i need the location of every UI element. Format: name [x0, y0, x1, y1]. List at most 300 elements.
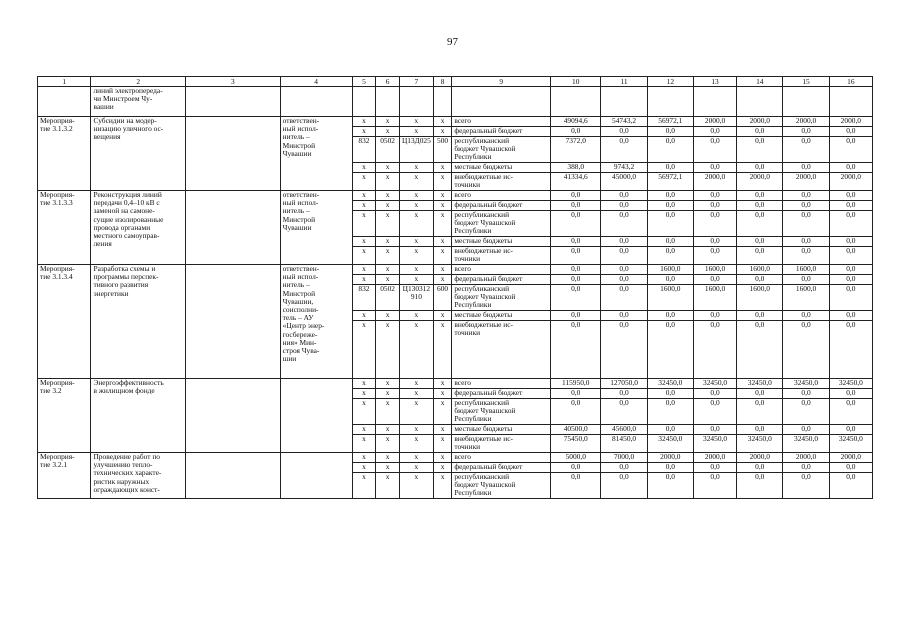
table-cell [186, 117, 281, 191]
budget-code: x [399, 191, 433, 201]
column-number: 8 [433, 77, 452, 87]
column-number: 5 [352, 77, 376, 87]
funding-value: 0,0 [737, 425, 783, 435]
column-number: 14 [737, 77, 783, 87]
funding-value: 32450,0 [783, 435, 829, 453]
funding-value: 0,0 [601, 473, 647, 499]
funding-source: внебюджетные ис- точники [452, 173, 551, 191]
funding-value: 0,0 [647, 237, 693, 247]
budget-code: 600 [433, 285, 452, 311]
funding-value: 0,0 [601, 321, 647, 379]
funding-value: 0,0 [783, 311, 829, 321]
budget-code: 500 [433, 137, 452, 163]
funding-source: республиканский бюджет Чувашской Республики [452, 399, 551, 425]
funding-value: 49094,6 [551, 117, 601, 127]
funding-value: 0,0 [737, 163, 783, 173]
funding-value: 0,0 [783, 463, 829, 473]
funding-value: 0,0 [647, 311, 693, 321]
budget-code: x [376, 425, 400, 435]
funding-value: 0,0 [737, 127, 783, 137]
budget-code: x [352, 473, 376, 499]
budget-code: x [399, 463, 433, 473]
budget-code: x [376, 435, 400, 453]
budget-code: x [376, 275, 400, 285]
column-number: 12 [647, 77, 693, 87]
budget-code: x [352, 163, 376, 173]
funding-value: 0,0 [829, 237, 872, 247]
funding-value: 0,0 [601, 311, 647, 321]
responsible-executor [280, 379, 352, 453]
funding-value: 9743,2 [601, 163, 647, 173]
funding-value: 32450,0 [647, 379, 693, 389]
funding-value: 7000,0 [601, 453, 647, 463]
funding-value: 0,0 [601, 127, 647, 137]
funding-source: внебюджетные ис- точники [452, 247, 551, 265]
column-number: 10 [551, 77, 601, 87]
funding-value: 0,0 [693, 311, 736, 321]
budget-code: x [399, 453, 433, 463]
funding-value: 1600,0 [737, 265, 783, 275]
funding-value: 0,0 [829, 463, 872, 473]
table-cell [352, 87, 376, 117]
budget-code: x [352, 463, 376, 473]
measure-name: Субсидии на модер- низацию уличного ос- вещения [91, 117, 186, 191]
funding-value: 41334,6 [551, 173, 601, 191]
funding-value: 0,0 [551, 321, 601, 379]
funding-value: 0,0 [551, 399, 601, 425]
funding-value: 0,0 [551, 473, 601, 499]
budget-code: x [352, 379, 376, 389]
funding-value: 0,0 [693, 321, 736, 379]
table-row [38, 379, 873, 389]
funding-value: 1600,0 [647, 265, 693, 275]
funding-value: 0,0 [601, 237, 647, 247]
budget-code: 0502 [376, 285, 400, 311]
funding-value: 0,0 [647, 321, 693, 379]
funding-value: 0,0 [829, 321, 872, 379]
budget-code: x [376, 463, 400, 473]
budget-code: x [376, 201, 400, 211]
budget-code: x [352, 453, 376, 463]
funding-value: 0,0 [647, 137, 693, 163]
budget-code: x [433, 389, 452, 399]
budget-code: x [352, 201, 376, 211]
funding-value: 2000,0 [737, 173, 783, 191]
budget-code: x [433, 163, 452, 173]
budget-code: x [352, 311, 376, 321]
funding-value: 0,0 [693, 463, 736, 473]
budget-code: x [433, 463, 452, 473]
funding-source: всего [452, 379, 551, 389]
funding-value: 0,0 [737, 321, 783, 379]
table-row [38, 453, 873, 463]
funding-value: 0,0 [829, 247, 872, 265]
funding-value: 0,0 [551, 211, 601, 237]
funding-value: 0,0 [601, 201, 647, 211]
budget-code: x [399, 211, 433, 237]
table-cell [647, 87, 693, 117]
budget-code: x [352, 389, 376, 399]
continuation-row [38, 87, 873, 117]
column-number: 6 [376, 77, 400, 87]
table-cell [693, 87, 736, 117]
budget-code: x [352, 425, 376, 435]
funding-value: 0,0 [647, 425, 693, 435]
funding-value: 0,0 [783, 425, 829, 435]
budget-code: x [399, 163, 433, 173]
funding-value: 2000,0 [783, 173, 829, 191]
funding-value: 0,0 [601, 463, 647, 473]
funding-source: федеральный бюджет [452, 275, 551, 285]
funding-value: 0,0 [693, 201, 736, 211]
funding-value: 45000,0 [601, 173, 647, 191]
budget-code: x [376, 311, 400, 321]
funding-value: 0,0 [829, 211, 872, 237]
funding-value: 1600,0 [693, 285, 736, 311]
table-row [38, 117, 873, 127]
funding-value: 0,0 [783, 473, 829, 499]
funding-value: 0,0 [647, 463, 693, 473]
funding-value: 0,0 [601, 265, 647, 275]
funding-value: 0,0 [783, 237, 829, 247]
funding-value: 32450,0 [829, 435, 872, 453]
funding-value: 0,0 [693, 237, 736, 247]
responsible-executor: ответствен- ный испол- нитель – Минстрой Чувашии [280, 117, 352, 191]
funding-value: 0,0 [551, 463, 601, 473]
funding-value: 0,0 [737, 473, 783, 499]
funding-value: 0,0 [551, 127, 601, 137]
funding-value: 1600,0 [693, 265, 736, 275]
budget-code: x [376, 173, 400, 191]
table-cell [186, 453, 281, 499]
funding-value: 45600,0 [601, 425, 647, 435]
column-number: 2 [91, 77, 186, 87]
funding-source: федеральный бюджет [452, 463, 551, 473]
budget-code: x [376, 379, 400, 389]
funding-value: 0,0 [551, 201, 601, 211]
budget-code: Ц13Д025 [399, 137, 433, 163]
budget-code: x [352, 237, 376, 247]
funding-value: 5000,0 [551, 453, 601, 463]
funding-value: 0,0 [693, 425, 736, 435]
funding-value: 0,0 [829, 127, 872, 137]
funding-value: 0,0 [737, 237, 783, 247]
funding-value: 0,0 [693, 163, 736, 173]
table-cell [433, 87, 452, 117]
funding-source: местные бюджеты [452, 311, 551, 321]
funding-value: 127050,0 [601, 379, 647, 389]
funding-value: 0,0 [551, 275, 601, 285]
table-cell [186, 191, 281, 265]
measure-name: Разработка схемы и программы перспек- тивного развития энергетики [91, 265, 186, 379]
funding-value: 0,0 [829, 191, 872, 201]
budget-code: x [352, 247, 376, 265]
funding-value: 2000,0 [783, 453, 829, 463]
column-number: 4 [280, 77, 352, 87]
budget-code: x [399, 321, 433, 379]
table-row [38, 191, 873, 201]
budget-code: x [433, 473, 452, 499]
funding-value: 0,0 [737, 399, 783, 425]
funding-source: федеральный бюджет [452, 201, 551, 211]
column-number-row [38, 77, 873, 87]
funding-value: 0,0 [601, 389, 647, 399]
funding-value: 0,0 [647, 275, 693, 285]
funding-source: внебюджетные ис- точники [452, 321, 551, 379]
budget-code: x [399, 311, 433, 321]
budget-code: x [433, 127, 452, 137]
funding-value: 0,0 [551, 389, 601, 399]
budget-code: x [352, 173, 376, 191]
table-cell [737, 87, 783, 117]
budget-code: x [399, 473, 433, 499]
budget-code: x [399, 379, 433, 389]
funding-value: 0,0 [551, 285, 601, 311]
funding-source: федеральный бюджет [452, 127, 551, 137]
budget-code: x [433, 425, 452, 435]
funding-source: всего [452, 453, 551, 463]
funding-value: 0,0 [783, 275, 829, 285]
funding-value: 0,0 [647, 473, 693, 499]
funding-value: 0,0 [783, 247, 829, 265]
budget-code: x [376, 453, 400, 463]
budget-code: x [433, 201, 452, 211]
budget-code: x [399, 389, 433, 399]
funding-source: республиканский бюджет Чувашской Республики [452, 285, 551, 311]
funding-value: 388,0 [551, 163, 601, 173]
funding-value: 2000,0 [737, 453, 783, 463]
funding-value: 0,0 [783, 163, 829, 173]
budget-code: x [399, 173, 433, 191]
column-number: 7 [399, 77, 433, 87]
budget-code: x [352, 275, 376, 285]
funding-value: 32450,0 [829, 379, 872, 389]
table-cell [186, 265, 281, 379]
funding-value: 0,0 [551, 265, 601, 275]
funding-value: 0,0 [601, 191, 647, 201]
funding-value: 32450,0 [783, 379, 829, 389]
funding-value: 0,0 [647, 399, 693, 425]
measure-name: Проведение работ по улучшению тепло- технических характе- ристик наружных ограждающих конст- [91, 453, 186, 499]
budget-code: x [376, 211, 400, 237]
funding-value: 0,0 [693, 247, 736, 265]
funding-value: 7372,0 [551, 137, 601, 163]
budget-code: x [376, 117, 400, 127]
funding-value: 0,0 [647, 127, 693, 137]
funding-value: 0,0 [829, 389, 872, 399]
measure-id: Мероприя- тие 3.2 [38, 379, 91, 453]
funding-value: 0,0 [783, 137, 829, 163]
funding-value: 0,0 [829, 275, 872, 285]
budget-code: x [433, 379, 452, 389]
funding-value: 2000,0 [783, 117, 829, 127]
funding-source: федеральный бюджет [452, 389, 551, 399]
funding-source: всего [452, 191, 551, 201]
funding-value: 0,0 [737, 137, 783, 163]
budget-code: x [433, 453, 452, 463]
budget-code: x [376, 389, 400, 399]
funding-value: 0,0 [829, 137, 872, 163]
funding-value: 0,0 [601, 399, 647, 425]
column-number: 11 [601, 77, 647, 87]
funding-value: 0,0 [601, 137, 647, 163]
responsible-executor: ответствен- ный испол- нитель – Минстрой Чувашии, соисполни- тель – АУ «Центр энер- госбереже- ния» Мин- строя Чува- шии [280, 265, 352, 379]
funding-source: внебюджетные ис- точники [452, 435, 551, 453]
budget-code: x [399, 201, 433, 211]
budget-code: x [399, 127, 433, 137]
column-number: 3 [186, 77, 281, 87]
table-cell [376, 87, 400, 117]
column-number: 13 [693, 77, 736, 87]
budget-code: x [399, 425, 433, 435]
budget-code: x [376, 321, 400, 379]
funding-value: 0,0 [601, 211, 647, 237]
table-cell [186, 379, 281, 453]
funding-source: всего [452, 265, 551, 275]
funding-value: 56972,1 [647, 173, 693, 191]
budget-code: x [376, 191, 400, 201]
table-cell [829, 87, 872, 117]
funding-value: 0,0 [783, 191, 829, 201]
funding-value: 2000,0 [647, 453, 693, 463]
budget-code: x [433, 191, 452, 201]
funding-source: местные бюджеты [452, 425, 551, 435]
budget-code: x [433, 435, 452, 453]
funding-value: 0,0 [647, 163, 693, 173]
funding-value: 0,0 [829, 473, 872, 499]
funding-value: 0,0 [601, 285, 647, 311]
budget-code: x [376, 127, 400, 137]
funding-source: местные бюджеты [452, 237, 551, 247]
funding-value: 0,0 [737, 389, 783, 399]
funding-value: 2000,0 [693, 117, 736, 127]
budget-code: x [399, 435, 433, 453]
budget-code: x [399, 247, 433, 265]
budget-code: 0502 [376, 137, 400, 163]
budget-code: x [352, 117, 376, 127]
table-body [38, 77, 873, 499]
funding-value: 2000,0 [829, 453, 872, 463]
budget-code: Ц130312 910 [399, 285, 433, 311]
funding-value: 0,0 [693, 389, 736, 399]
funding-source: республиканский бюджет Чувашской Республики [452, 211, 551, 237]
table-cell [452, 87, 551, 117]
funding-value: 2000,0 [693, 453, 736, 463]
funding-value: 0,0 [551, 237, 601, 247]
table-cell [601, 87, 647, 117]
funding-value: 0,0 [601, 275, 647, 285]
budget-code: 832 [352, 137, 376, 163]
funding-value: 32450,0 [693, 379, 736, 389]
budget-code: x [433, 275, 452, 285]
funding-value: 0,0 [829, 399, 872, 425]
funding-value: 32450,0 [647, 435, 693, 453]
funding-value: 0,0 [693, 211, 736, 237]
funding-value: 40500,0 [551, 425, 601, 435]
funding-value: 2000,0 [829, 173, 872, 191]
responsible-executor [280, 453, 352, 499]
funding-value: 0,0 [693, 399, 736, 425]
funding-value: 1600,0 [737, 285, 783, 311]
funding-value: 0,0 [783, 201, 829, 211]
funding-value: 2000,0 [829, 117, 872, 127]
funding-source: республиканский бюджет Чувашской Республики [452, 473, 551, 499]
table-cell [280, 87, 352, 117]
table-cell [551, 87, 601, 117]
budget-code: x [352, 127, 376, 137]
budget-code: x [376, 399, 400, 425]
budget-code: x [433, 211, 452, 237]
funding-value: 0,0 [737, 311, 783, 321]
budget-code: x [376, 237, 400, 247]
measure-name: Реконструкция линий передачи 0,4–10 кВ с заменой на самоне- сущие изолированные провода органами местного самоуправ- ления [91, 191, 186, 265]
funding-value: 0,0 [829, 265, 872, 275]
table-cell [186, 87, 281, 117]
responsible-executor: ответствен- ный испол- нитель – Минстрой Чувашии [280, 191, 352, 265]
table-cell [399, 87, 433, 117]
column-number: 9 [452, 77, 551, 87]
funding-value: 1600,0 [647, 285, 693, 311]
budget-code: x [352, 265, 376, 275]
budget-code: x [433, 173, 452, 191]
table-cell [783, 87, 829, 117]
funding-value: 0,0 [693, 191, 736, 201]
funding-value: 0,0 [783, 211, 829, 237]
funding-value: 115950,0 [551, 379, 601, 389]
column-number: 16 [829, 77, 872, 87]
measure-name: линий электропереда- чи Минстроем Чу- вашии [91, 87, 186, 117]
funding-value: 0,0 [693, 275, 736, 285]
funding-value: 0,0 [737, 247, 783, 265]
budget-code: x [433, 321, 452, 379]
measure-id: Мероприя- тие 3.2.1 [38, 453, 91, 499]
funding-value: 0,0 [783, 321, 829, 379]
budget-code: x [399, 117, 433, 127]
funding-source: всего [452, 117, 551, 127]
funding-value: 1600,0 [783, 285, 829, 311]
budget-code: x [433, 237, 452, 247]
funding-value: 0,0 [783, 127, 829, 137]
funding-source: республиканский бюджет Чувашской Республики [452, 137, 551, 163]
budget-code: x [352, 191, 376, 201]
table-row [38, 265, 873, 275]
budget-code: x [376, 247, 400, 265]
funding-value: 32450,0 [737, 435, 783, 453]
funding-value: 0,0 [829, 163, 872, 173]
funding-value: 0,0 [693, 137, 736, 163]
funding-value: 0,0 [551, 191, 601, 201]
budget-code: x [399, 237, 433, 247]
budget-code: x [433, 399, 452, 425]
column-number: 15 [783, 77, 829, 87]
measure-id: Мероприя- тие 3.1.3.2 [38, 117, 91, 191]
budget-code: x [433, 265, 452, 275]
funding-value: 75450,0 [551, 435, 601, 453]
funding-value: 32450,0 [693, 435, 736, 453]
table-cell [38, 87, 91, 117]
funding-value: 0,0 [737, 211, 783, 237]
funding-source: местные бюджеты [452, 163, 551, 173]
measure-id: Мероприя- тие 3.1.3.4 [38, 265, 91, 379]
funding-value: 0,0 [737, 191, 783, 201]
funding-value: 0,0 [829, 201, 872, 211]
funding-value: 0,0 [647, 191, 693, 201]
funding-value: 0,0 [693, 473, 736, 499]
budget-code: x [376, 473, 400, 499]
funding-value: 81450,0 [601, 435, 647, 453]
budget-code: x [433, 247, 452, 265]
funding-value: 1600,0 [783, 265, 829, 275]
